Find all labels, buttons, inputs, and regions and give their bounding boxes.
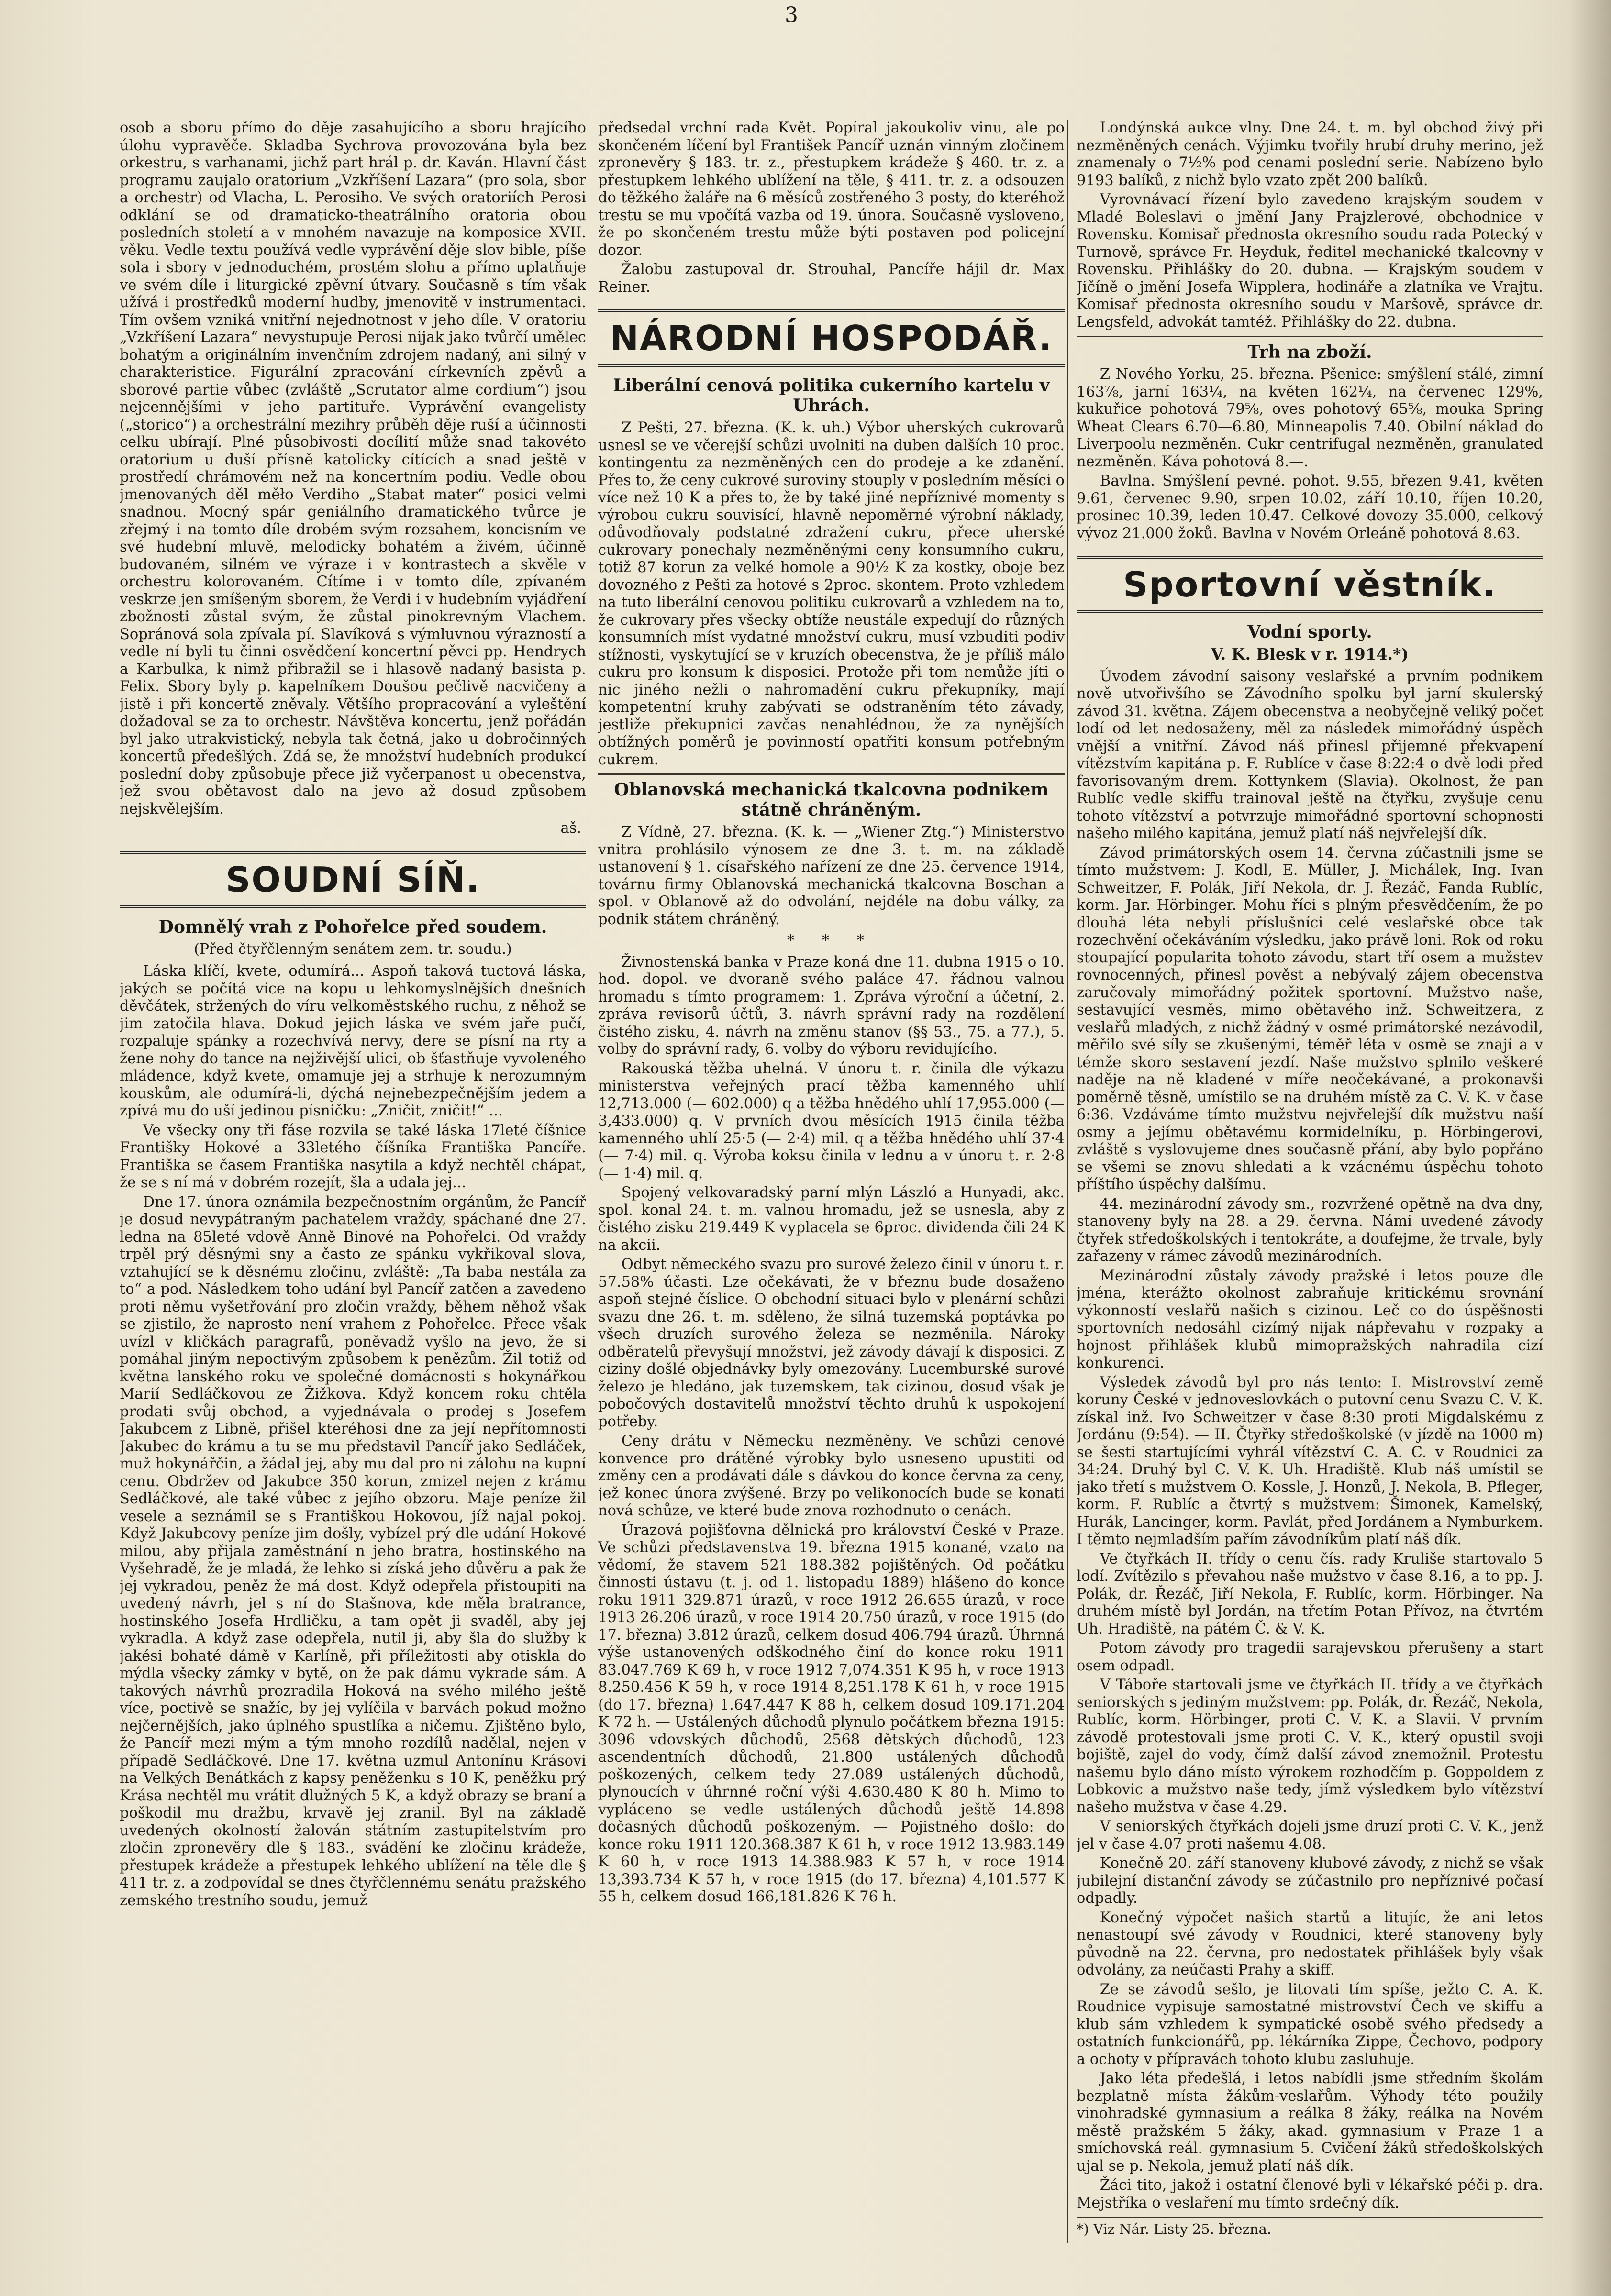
- article-divider: [598, 773, 1065, 775]
- article-paragraph: V Táboře startovali jsme ve čtyřkách II. třídy a ve čtyřkách seniorských s jediným mužstvem: pp. Polák, dr. Řezáč, Nekola, Rublíc, korm. Hörbinger, proti C. V. K. a Slavii. V prvním závodě protestovali jsme proti C. V. K., který opustil svoji bojiště, zajel do vody, čímž další závod znemožnil. Protestu našemu bylo dáno místo výrokem rozhodčím p. Goppoldem z Lobkovic a mužstvo naše tedy, jímž výsledkem bylo vítězství našeho mužstva v čase 4.29.: [1077, 1677, 1543, 1816]
- article-paragraph: Dne 17. února oznámila bezpečnostním orgánům, že Pancíř je dosud nevypátraným pachatelem vraždy, spáchané dne 27. ledna na 85leté vdově Anně Binové na Pohořelci. Od vraždy trpěl prý děsnými sny a často ze spánku vykřikoval slova, vztahující se k děsnému zločinu, zvláště: „Ta baba nestála za to“ a pod. Následkem toho udání byl Pancíř zatčen a zavedeno proti němu vyšetřování pro zločin vraždy, během něhož však se zjistilo, že naprosto není vrahem z Pohořelce. Přece však uvízl v kličkách paragrafů, poněvadž vyšlo na jevo, že si pomáhal jiným nepoctivým způsobem k penězům. Žil totiž od května lanského roku ve společné domácnosti s hokynářkou Marií Sedláčkovou ze Žižkova. Když koncem roku chtěla prodati svůj obchod, a vyjednávala o prodej s Josefem Jakubcem z Libně, přišel kteréhosi dne za její nepřítomnosti Jakubec do krámu a tu se mu představil Pancíř jako Sedláček, muž hokynářčin, a žádal jej, aby mu dal pro ni zálohu na kupní cenu. Obdržev od Jakubce 350 korun, zmizel nejen z krámu Sedláčkové, ale také vůbec z jejího obzoru. Maje peníze žil vesele a seznámil se s Františkou Hokovou, jíž najal pokoj. Když Jakubcovy peníze jim došly, vybízel prý dle udání Hokové milou, aby přijala zaměstnání n jeho bratra, hostinského na Vyšehradě, že je mladá, že lehko si získá jeho důvěru a pak že jej vykradou, peněz že má dost. Když odepřela přistoupiti na uvedený návrh, jel s ní do Stašnova, kde měla bratrance, hostinského Josefa Hrdličku, a tam opět ji svaděl, aby jej vykradla. A když zase odepřela, nutil ji, aby šla do služby k jakési bohaté dámě v Karlíně, při příležitosti aby otiskla do mýdla všecky zámky v bytě, on že pak dámu vykrade sám. A takových návrhů prozradila Hoková na svého milého ještě více, poctivě se snažíc, by jej vylíčila v barvách pokud možno nejčernějších, jako úplného spustlíka a ničemu. Zjištěno bylo, že Pancíř mezi mým a tým mnoho rozdílů nadělal, nejen v případě Sedláčkové. Dne 17. května uzmul Antonínu Krásovi na Velkých Benátkách z kapsy peněženku s 10 K, peněžku prý Krása nechtěl mu vrátit dlužných 5 K, a když obrazy se braní a poškodil mu dražbu, krvavě jej zranil. Byl na základě uvedených okolností žalován státním zastupitelstvím pro zločin zpronevěry dle § 183., svádění ke zločinu krádeže, přestupek krádeže a přestupek lehkého ublížení na těle dle § 411 tr. z. a zodpovídal se dnes čtyřčlennému senátu pražského zemského trestního soudu, jemuž: [120, 1193, 586, 1909]
- article-paragraph: předsedal vrchní rada Květ. Popíral jakoukoliv vinu, ale po skončeném líčení byl František Pancíř uznán vinným zločinem zpronevěry § 183. tr. z., přestupkem krádeže § 460. tr. z. a přestupkem lehkého ublížení na těle, § 411. tr. z. a odsouzen do těžkého žaláře na 6 měsíců zostřeného 3 posty, do kteréhož trestu se mu vpočítá vazba od 19. února. Současně vysloveno, že po skončeném trestu může býti postaven pod policejní dozor.: [598, 120, 1065, 259]
- article-headline: Oblanovská mechanická tkalcovna podnikem státně chráněným.: [614, 780, 1049, 820]
- article-paragraph: Láska klíčí, kvete, odumírá... Aspoň taková tuctová láska, jakých se počítá více na kopu u lehkomyslnějších dnešních děvčátek, stržených do víru velkoměstského ruchu, z něhož se jim zatočila hlava. Dokud jejich láska ve svém jaře pučí, rozpaluje spánky a rozechvívá nervy, dere se písní na rty a žene nohy do tance na nejživější ulici, ob šťastňuje vyvoleného mládence, když kvete, omamuje jej a strhuje k nerozumným kouskům, ale odumírá-li, dýchá nejnebezpečnějším jedem a zpívá mu do uší jedinou písničku: „Zničit, zničit!“ ...: [120, 963, 586, 1119]
- section-banner-court: SOUDNÍ SÍŇ.: [120, 851, 586, 908]
- section-banner-economy: NÁRODNÍ HOSPODÁŘ.: [598, 309, 1065, 367]
- article-paragraph: Vyrovnávací řízení bylo zavedeno krajským soudem v Mladé Boleslavi o jmění Jany Prajzlerové, obchodnice v Rovensku. Komisař přednosta okresního soudu rada Potecký v Turnově, správce Fr. Heyduk, ředitel mechanické tkalcovny v Rovensku. Přihlášky do 20. dubna. — Krajským soudem v Jičíně o jmění Josefa Wipplera, hodináře a zlatníka ve Vrajtu. Komisař přednosta okresního soudu v Maršově, správce dr. Lengsfeld, advokát tamtéž. Přihlášky do 22. dubna.: [1077, 191, 1543, 331]
- article-paragraph: Závod primátorských osem 14. června zúčastnili jsme se tímto mužstvem: J. Kodl, E. Müller, J. Michálek, Ing. Ivan Schweitzer, F. Polák, Jiří Nekola, dr. J. Řezáč, Fanda Rublíc, korm. Jar. Hörbinger. Mohu říci s plným přesvědčením, že po dlouhá léta nebyli příslušníci celé veslařské obce tak rozechvění očekáváním výsledku, jako právě loni. Rok od roku stoupající popularita tohoto závodu, start tří osem a mužstev rovnocenných, přinesl pověst a nebývalý zájem obecenstva zaručovaly mimořádný požitek sportovní. Mužstvo naše, sestavující vesměs, mimo obětavého inž. Schweitzera, z veslařů mladých, z nichž žádný v osmé primátorské nezávodil, měřilo své síly se zkušenými, téměř léta v osmě se znají a v témže skoro sestavení jezdí. Naše mužstvo splnilo veškeré naděje na ně kladené v míře neočekávané, a prokonavši poměrně těsně, umístilo se na druhém místě za C. V. K. v čase 6:36. Vzdáváme tímto mužstvu nejvřelejší dík mužstvu naší osmy a jejímu obětavému kormidelníku, p. Hörbingerovi, zvláště s vyslovujeme dnes současně přání, aby bylo popřáno se všemi se znovu shledati a k vzácnému úspěchu tohoto příštího úspěchy dalšímu.: [1077, 844, 1543, 1193]
- article-paragraph: Žalobu zastupoval dr. Strouhal, Pancíře hájil dr. Max Reiner.: [598, 261, 1065, 296]
- column-2: [598, 120, 1065, 2243]
- article-headline: Liberální cenová politika cukerního kartelu v Uhrách.: [613, 375, 1050, 416]
- article-paragraph: 44. mezinárodní závody sm., rozvržené opětně na dva dny, stanoveny byly na 28. a 29. června. Námi uvedené závody čtyřek středoškolských i tentokráte, a doufejme, že trvale, byly zařazeny v rámec závodů mezinárodních.: [1077, 1195, 1543, 1265]
- article-paragraph: Rakouská těžba uhelná. V únoru t. r. činila dle výkazu ministerstva veřejných prací těžba kamenného uhlí 12,713.000 (— 602.000) q a těžba hnědého uhlí 17,955.000 (— 3,433.000) q. V prvních dvou měsících 1915 činila těžba kamenného uhlí 25·5 (— 2·4) mil. q a těžba hnědého uhlí 37·4 (— 7·4) mil. q. Výroba koksu činila v lednu a v únoru t. r. 2·8 (— 1·4) mil. q.: [598, 1060, 1065, 1182]
- article-paragraph: Živnostenská banka v Praze koná dne 11. dubna 1915 o 10. hod. dopol. ve dvoraně svého paláce 47. řádnou valnou hromadu s tímto programem: 1. Zpráva výroční a účetní, 2. zpráva revisorů účtů, 3. návrh správní rady na rozdělení čistého zisku, 4. návrh na změnu stanov (§§ 53., 75. a 77.), 5. volby do správní rady, 6. volby do výboru revidujícího.: [598, 953, 1065, 1058]
- article-subheadline: V. K. Blesk v r. 1914.*): [1211, 645, 1409, 663]
- article-paragraph: Mezinárodní zůstaly závody pražské i letos pouze dle jména, kterážto okolnost zabraňuje kritickému srovnání výkonností veslařů našich s cizinou. Leč co do úspěšnosti sportovních nedosáhl cizímý nijak nápřevahu v rozpaky a hojnost přihlášek klubů mimopražských nahradila cizí konkurenci.: [1077, 1267, 1543, 1371]
- article-paragraph: Spojený velkovaradský parní mlýn László a Hunyadi, akc. spol. konal 24. t. m. valnou hromadu, jež se usnesla, aby z čistého zisku 219.449 K vyplacela se 6proc. dividenda čili 24 K na akcii.: [598, 1184, 1065, 1254]
- page-edge-shadow: [1568, 0, 1611, 2296]
- column-1: [120, 120, 586, 2243]
- article-signature: aš.: [560, 820, 581, 837]
- article-paragraph: Londýnská aukce vlny. Dne 24. t. m. byl obchod živý při nezměněných cenách. Výjimku tvořily hrubí druhy merino, jež znamenaly o 7½% pod cenami poslední serie. Nabízeno bylo 9193 balíků, z nichž bylo vzato zpět 200 balíků.: [1077, 120, 1543, 189]
- article-paragraph: Úvodem závodní saisony veslařské a prvním podnikem nově utvořivšího se Závodního spolku byl jarní skulerský závod 31. května. Zájem obecenstva a neobyčejně veliký počet lodí od let nedosaženy, měl za následek mimořádný úspěch vnější a vnitřní. Závod náš přinesl přijemné překvapení vítězstvím kapitána p. F. Rublíce v čase 8:22:4 o dvě lodi před favorisovaným drem. Kottynkem (Slavia). Okolnost, že pan Rublíc vedle skiffu trainoval ještě na čtyřku, zvyšuje cenu tohoto vítězství a potvrzuje mimořádné sportovní schopnosti našeho milého kapitána, jemuž platí náš nejvřelejší dík.: [1077, 668, 1543, 842]
- section-separator-stars: * * *: [787, 932, 876, 949]
- article-paragraph: Z Vídně, 27. března. (K. k. — „Wiener Ztg.“) Ministerstvo vnitra prohlásilo výnosem ze dne 3. t. m. na základě ustanovení § 1. císařského nařízení ze dne 25. července 1914, továrnu firmy Oblanovská mechanická tkalcovna Boschan a spol. v Oblanově až do odvolání, nejdéle na dobu války, za podnik státem chráněný.: [598, 824, 1065, 928]
- article-paragraph: Jako léta předešlá, i letos nabídli jsme středním školám bezplatně místa žákům-veslařům. Výhody této použily vinohradské gymnasium a reálka 8 žáky, reálka na Novém městě pražském 5 žáky, akad. gymnasium v Praze 1 a smíchovská reál. gymnasium 5. Cvičení žáků středoškolských ujal se p. Nekola, jemuž platí náš dík.: [1077, 2070, 1543, 2175]
- section-banner-sport: Sportovní věstník.: [1077, 556, 1543, 613]
- article-paragraph: Ceny drátu v Německu nezměněny. Ve schůzi cenové konvence pro drátěné výrobky bylo usneseno upustiti od změny cen a prodávati dále s dávkou do konce června za ceny, jež konec února zvýšené. Brzy po velikonocích bude se konati nová schůze, ve které bude znova rozhodnuto o cenách.: [598, 1433, 1065, 1519]
- article-paragraph: Ve všecky ony tři fáse rozvila se také láska 17leté číšnice Františky Hokové a 33letého číšníka Františka Pancíře. Františka se časem Františka nasytila a když nechtěl chápat, že se s ní má v dobrém rozejít, šla a udala jej...: [120, 1122, 586, 1191]
- article-headline: Vodní sporty.: [1247, 622, 1372, 642]
- article-paragraph: Ve čtyřkách II. třídy o cenu čís. rady Kruliše startovalo 5 lodí. Zvítězilo s převahou naše mužstvo v čase 8.16, a to pp. J. Polák, dr. Řezáč, Jiří Nekola, F. Rublíc, korm. Hörbinger. Na druhém místě byl Jordán, na třetím Potan Přívoz, na čtvrtém Uh. Hradiště, na pátém Č. & V. K.: [1077, 1550, 1543, 1637]
- article-paragraph: Úrazová pojišťovna dělnická pro království České v Praze. Ve schůzi představenstva 19. března 1915 konané, vzato na vědomí, že stavem 521 188.382 pojištěných. Od počátku činnosti ústavu (t. j. od 1. listopadu 1889) hlášeno do konce roku 1911 329.871 úrazů, v roce 1912 26.655 úrazů, v roce 1913 26.206 úrazů, v roce 1914 20.750 úrazů, v roce 1915 (do 17. března) 3.812 úrazů, celkem dosud 406.794 úrazů. Úhrnná výše ustanovených odškodného činí do konce roku 1911 83.047.769 K 69 h, v roce 1912 7,074.351 K 95 h, v roce 1913 8.250.456 K 59 h, v roce 1914 8,251.178 K 61 h, v roce 1915 (do 17. března) 1.647.447 K 88 h, celkem dosud 109.171.204 K 72 h. — Ustálených důchodů plynulo počátkem března 1915: 3096 vdovských důchodů, 2568 dětských důchodů, 123 ascendentních důchodů, 21.800 ustálených důchodů poškozených, celkem tedy 27.089 ustálených důchodů, plynoucích v úhrnné roční výši 4.630.480 K 80 h. Mimo to vypláceno se vedle ustálených důchodů ještě 14.898 dočasných důchodů poškozeným. — Pojistného došlo: do konce roku 1911 120.368.387 K 61 h, v roce 1912 13.983.149 K 60 h, v roce 1913 14.388.983 K 57 h, v roce 1914 13,393.734 K 57 h, v roce 1915 (do 17. března) 4,101.577 K 55 h, celkem dosud 166,181.826 K 76 h.: [598, 1522, 1065, 1905]
- article-divider: [1077, 336, 1543, 337]
- article-headline: Trh na zboží.: [1247, 342, 1372, 362]
- footnote: *) Viz Nár. Listy 25. března.: [1077, 2217, 1543, 2238]
- article-paragraph: V seniorských čtyřkách dojeli jsme druzí proti C. V. K., jenž jel v čase 4.07 proti našemu 4.08.: [1077, 1818, 1543, 1853]
- page-number: 3: [785, 3, 798, 27]
- article-paragraph: Bavlna. Smýšlení pevné. pohot. 9.55, březen 9.41, květen 9.61, červenec 9.90, srpen 10.02, září 10.10, říjen 10.20, prosinec 10.39, leden 10.47. Celkové dovozy 35.000, celkový vývoz 21.000 žoků. Bavlna v Novém Orleáně pohotová 8.63.: [1077, 473, 1543, 542]
- article-subheadline: (Před čtyřčlenným senátem zem. tr. soudu.): [194, 940, 512, 958]
- article-paragraph: Z Nového Yorku, 25. března. Pšenice: smýšlení stálé, zimní 163⅞, jarní 163¼, na květen 162¼, na červenec 129%, kukuřice pohotová 79⅝, oves pohotový 65⅝, mouka Spring Wheat Clears 6.70—6.80, Minneapolis 7.40. Obilní náklad do Liverpoolu nezměněn. Cukr centrifugal nezměněn, granulated nezměněn. Káva pohotová 8.—.: [1077, 366, 1543, 470]
- article-paragraph: Odbyt německého svazu pro surové železo činil v únoru t. r. 57.58% účasti. Lze očekávati, že v březnu bude dosaženo aspoň stejné číslice. O obchodní situaci bylo v plenární schůzi svazu dne 26. t. m. sděleno, že silná tuzemská poptávka po všech druzích surového železa se nezměnila. Nároky odběratelů převyšují množství, jež závody dávají k disposici. Z ciziny došlé objednávky byly omezovány. Lucemburské surové železo je hledáno, jak tuzemskem, tak cizinou, dosud však je pobočových dostavitelů množství těchto druhů k uspokojení potřeby.: [598, 1256, 1065, 1430]
- article-paragraph: Konečný výpočet našich startů a litujíc, že ani letos nenastoupí své závody v Roudnici, které stanoveny byly původně na 22. června, pro nedostatek přihlášek byly však odvolány, za neúčasti Prahy a skiff.: [1077, 1909, 1543, 1978]
- article-paragraph: Žáci tito, jakož i ostatní členové byli v lékařské péči p. dra. Mejstříka o veslaření mu tímto srdečný dík.: [1077, 2177, 1543, 2211]
- article-paragraph: Z Pešti, 27. března. (K. k. uh.) Výbor uherských cukrovarů usnesl se ve včerejší schůzi uvolniti na duben dalších 10 proc. kontingentu za nezměněných cen do prodeje a ke zdanění. Přes to, že ceny cukrové suroviny stouply v posledním měsíci o více než 10 K a přes to, že by také jiné nepříznivé momenty s výrobou cukru souvisící, hlavně nepoměrné výrobní náklady, odůvodňovaly podstatné zdražení cukru, přece uherské cukrovary ponechaly nezměněnými ceny konsumního cukru, totiž 87 korun za velké homole a 90½ K za kostky, oboje bez dovozného z Pešti za hotové s 2proc. skontem. Proto vzhledem na tuto liberální cenovou politiku cukrovarů a vzhledem na to, že cukrovary přes všecky obtíže neustále expedují do různých konsumních míst vydatné množství cukru, musí vzbuditi podiv stížnosti, vyskytující se v kruzích obecenstva, že je příliš málo cukru pro konsum k disposici. Protože při tom nemůže jíti o nic jiného nežli o nahromadění cukru překupníky, mají kompetentní kruhy zabývati se odstraněním této závady, jestliže překupnici zavčas nenahlédnou, že za nynějších obtížných poměrů je povinností opatřiti konsum potřebným cukrem.: [598, 419, 1065, 768]
- article-paragraph: Výsledek závodů byl pro nás tento: I. Mistrovství země koruny České v jednoveslovkách o putovní cenu Svazu C. V. K. získal inž. Ivo Schweitzer v čase 8:30 proti Migdalskému z Jordánu (9:54). — II. Čtyřky středoškolské (v jízdě na 1000 m) se šesti startujícími vyhrál vítězství C. A. C. v Roudnici za 34:24. Druhý byl C. V. K. Uh. Hradiště. Klub náš umístil se jako třetí s mužstvem O. Kossle, J. Honzů, J. Nekola, B. Pfleger, korm. F. Rublíc a čtvrtý s mužstvem: Šimonek, Kamelský, Hurák, Lancinger, korm. Pavlát, před Jordánem a Nymburkem. I těmto nejmladším pařím závodníkům platí náš dík.: [1077, 1374, 1543, 1548]
- column-3: [1077, 120, 1543, 2243]
- article-paragraph: Potom závody pro tragedii sarajevskou přerušeny a start osem odpadl.: [1077, 1640, 1543, 1674]
- article-paragraph: osob a sboru přímo do děje zasahujícího a sboru hrajícího úlohu vypravěče. Skladba Sychrova provozována byla bez orkestru, s varhanami, jichž part hrál p. dr. Kaván. Hlavní část programu zaujalo oratorium „Vzkříšení Lazara“ (pro sola, sbor a orchestr) od Vlacha, L. Perosiho. Ve svých oratoriích Perosi odklání se od dramaticko-theatrálního oratoria obou posledních století a v mnohém navazuje na komposice XVII. věku. Vedle textu používá vedle vyprávění děje slov bible, píše sola i sbory v jednoduchém, prostém slohu a přímo uplatňuje ve svém díle i liturgické zpěvní útvary. Současně s tím však užívá i prostředků moderní hudby, jmenovitě v instrumentaci. Tím ovšem vzniká vnitřní nejednotnost v jeho díle. V oratoriu „Vzkříšení Lazara“ nevystupuje Perosi nijak jako tvůrčí umělec bohatým a originálním invenčním zdrojem nadaný, ani silný v charakteristice. Figurální zpracování církevních zpěvů a sborové partie vůbec (zvláště „Scrutator alme cordium“) jsou nejcennějšími v jeho partituře. Vyprávění evangelisty („storico“) a orchestrální mezihry průběh děje ruší a účinnosti celku ubírají. Plné působivosti docílití může snad takovéto oratorium u duší přísně katolicky cítících a snad ještě v prostředí chrámovém než na koncertním podiu. Vedle obou jmenovaných děl měło Verdiho „Stabat mater“ posici velmi snadnou. Mocný spár geniálního dramatického tvůrce je zřejmý i na tomto díle drobém svým rozsahem, koncisním ve své hudební mluvě, melodicky bohatém a živém, účinně budovaném, silném ve výraze i v kontrastech a skvěle v orchestru kolorovaném. Cítíme i v tomto díle, zpívaném veskrze jen smíšeným sborem, že Verdi i v hudebním vyjádření zbožnosti zůstal svým, že zůstal pinokrevným Vlachem. Sopránová sola zpívala pí. Slavíková s výmluvnou výrazností a vedle ní byli tu činni osvědčení koncertní pěvci pp. Hendrych a Karbulka, k nimž přibražil se i hlasově nadaný basista p. Felix. Sbory byly p. kapelníkem Doušou pečlivě nacvičeny a jistě i při koncertě zněvaly. Většího propracování a vyleštění dožadoval se za to orchestr. Návštěva koncertu, jenž pořádán byl jako utrakvistický, nebyla tak četná, jako u dobročinných koncertů předešlých. Zdá se, že množství hudebních produkcí poslední doby způsobuje přece již vyčerpanost u obecenstva, jež svou obětavost dalo na jevo až dosud způsobem nejskvělejším.: [120, 120, 586, 817]
- article-headline: Domnělý vrah z Pohořelce před soudem.: [158, 916, 547, 937]
- article-paragraph: Konečně 20. září stanoveny klubové závody, z nichž se však jubilejní distanční závody se zúčastnilo pro nepříznivé počasí odpadly.: [1077, 1855, 1543, 1907]
- column-rule: [1067, 120, 1068, 2243]
- article-paragraph: Ze se závodů sešlo, je litovati tím spíše, ježto C. A. K. Roudnice vypisuje samostatné mistrovství Čech ve skiffu a klub sám vzhledem k sympatické osobě svého předsedy a ostatních funkcionářů, pp. lékárníka Zippe, Čechovo, podpory a ochoty v přípravách tohoto klubu zasluhuje.: [1077, 1981, 1543, 2068]
